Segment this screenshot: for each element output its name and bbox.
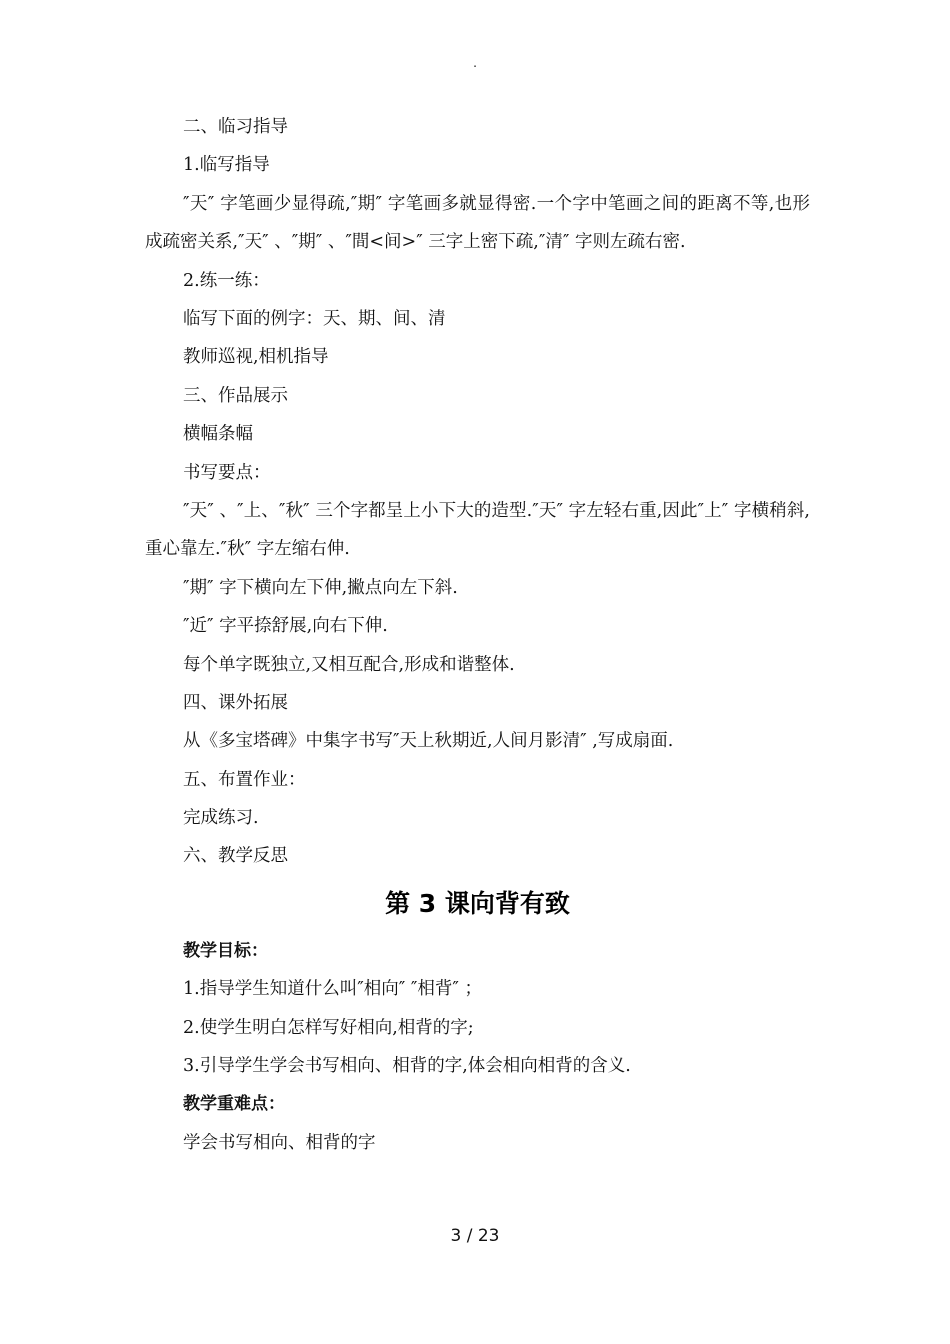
page-indicator: 3 / 23 bbox=[450, 1226, 500, 1246]
paragraph-shape: ″天″ 、″上、″秋″ 三个字都呈上小下大的造型.″天″ 字左轻右重,因此″上″ 字横稍斜,重心靠左.″秋″ 字左缩右伸. bbox=[145, 500, 810, 560]
subheading-copy-guidance: 1.临写指导 bbox=[183, 155, 270, 176]
goal-item: 3.引导学生学会书写相向、相背的字,体会相向相背的含义. bbox=[183, 1056, 631, 1077]
header-mark: . bbox=[473, 56, 477, 70]
point-qi: ″期″ 字下横向左下伸,撇点向左下斜. bbox=[183, 577, 458, 598]
section-heading-extension: 四、课外拓展 bbox=[183, 692, 288, 713]
section-heading-homework: 五、布置作业： bbox=[183, 769, 306, 790]
key-points-heading: 教学重难点： bbox=[183, 1094, 285, 1115]
point-harmony: 每个单字既独立,又相互配合,形成和谐整体. bbox=[183, 654, 515, 675]
document-body bbox=[145, 108, 810, 1162]
section-heading-showcase: 三、作品展示 bbox=[183, 385, 288, 406]
section-heading-guidance: 二、临习指导 bbox=[183, 117, 288, 137]
goals-heading: 教学目标： bbox=[183, 940, 268, 961]
key-points-text: 学会书写相向、相背的字 bbox=[183, 1132, 376, 1153]
subheading-practice: 2.练一练： bbox=[183, 270, 270, 291]
banner-scroll: 横幅条幅 bbox=[183, 424, 253, 445]
point-jin: ″近″ 字平捺舒展,向右下伸. bbox=[183, 616, 388, 637]
section-heading-reflection: 六、教学反思 bbox=[183, 846, 288, 867]
teacher-patrol: 教师巡视,相机指导 bbox=[183, 347, 329, 368]
practice-characters: 临写下面的例字：天、期、间、清 bbox=[183, 308, 446, 329]
goal-item: 1.指导学生知道什么叫″相向″ ″相背″ ； bbox=[183, 979, 482, 1000]
homework-text: 完成练习. bbox=[183, 808, 259, 829]
paragraph-density: ″天″ 字笔画少显得疏,″期″ 字笔画多就显得密.一个字中笔画之间的距离不等,也形成疏密关系,″天″ 、″期″ 、″間<间>″ 三字上密下疏,″清″ 字则左疏右密. bbox=[145, 193, 810, 253]
extension-text: 从《多宝塔碑》中集字书写″天上秋期近,人间月影清″ ,写成扇面. bbox=[183, 731, 674, 752]
goal-item: 2.使学生明白怎样写好相向,相背的字; bbox=[183, 1017, 474, 1038]
writing-points-label: 书写要点： bbox=[183, 462, 271, 483]
lesson-title: 第 3 课向背有致 bbox=[385, 888, 570, 918]
